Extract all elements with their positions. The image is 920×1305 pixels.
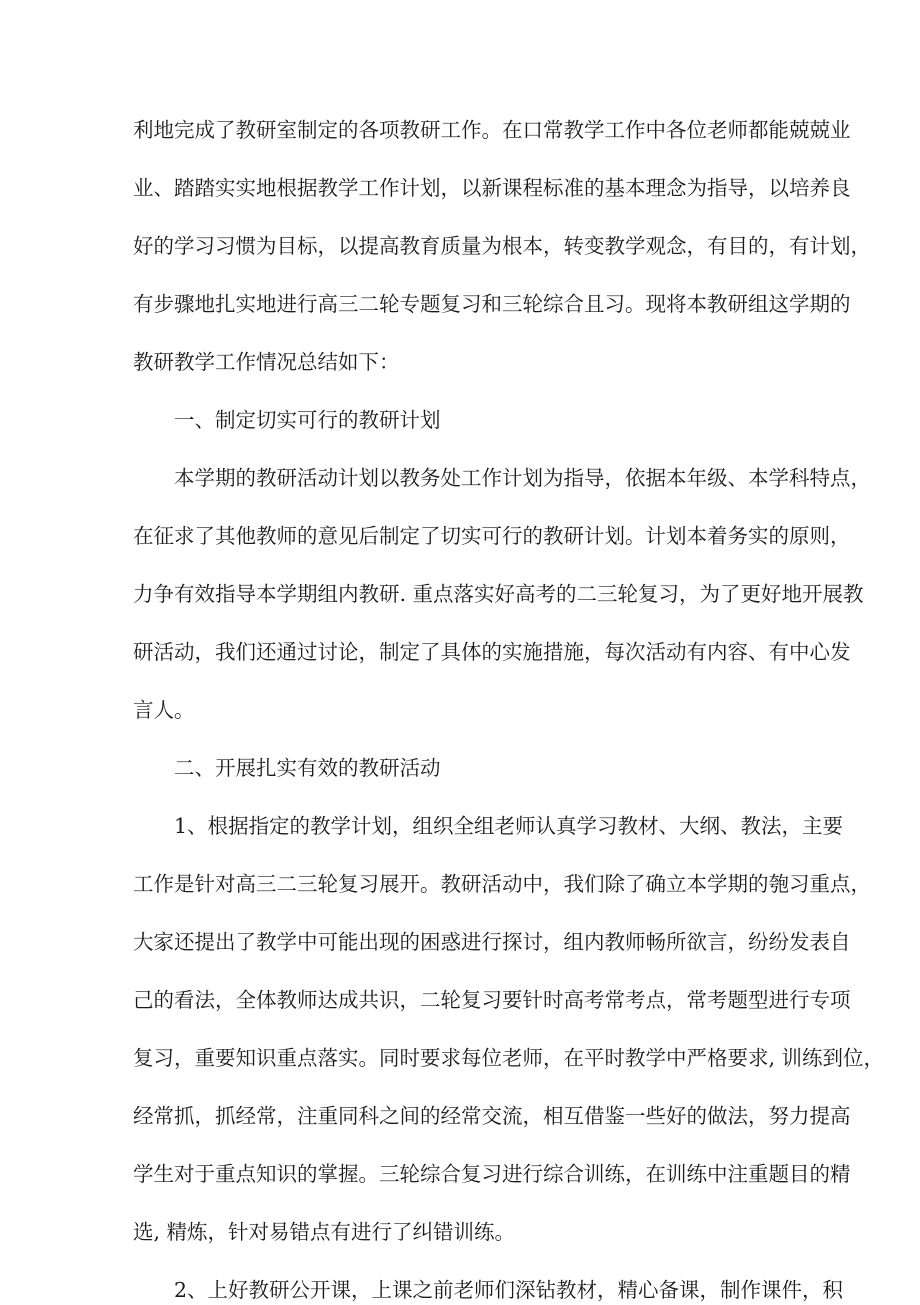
paragraph-line: 1、根据指定的教学计划，组织全组老师认真学习教材、大纲、教法，主要 [174, 814, 844, 838]
paragraph-line: 本学期的教研活动计划以教务处工作计划为指导，依据本年级、本学科特点， [174, 466, 871, 490]
paragraph-line: 在征求了其他教师的意见后制定了切实可行的教研计划。计划本着务实的原则， [133, 524, 851, 548]
paragraph-line: 复习，重要知识重点落实。同时要求每位老师，在平时教学中严格要求, 训练到位， [133, 1046, 885, 1070]
paragraph-line: 2、上好教研公开课，上课之前老师们深钻教材，精心备课，制作课件，积 [174, 1278, 844, 1302]
paragraph-line: 研活动，我们还通过讨论，制定了具体的实施措施，每次活动有内容、有中心发 [133, 640, 851, 664]
section-heading: 二、开展扎实有效的教研活动 [174, 756, 441, 780]
paragraph-line: 经常抓，抓经常，注重同科之间的经常交流，相互借鉴一些好的做法，努力提高 [133, 1104, 851, 1128]
paragraph-line: 己的看法，全体教师达成共识，二轮复习要针时高考常考点，常考题型进行专项 [133, 988, 851, 1012]
paragraph-line: 言人。 [133, 698, 195, 722]
section-heading: 一、制定切实可行的教研计划 [174, 408, 441, 432]
paragraph-line: 有步骤地扎实地进行高三二轮专题复习和三轮综合且习。现将本教研组这学期的 [133, 292, 851, 316]
paragraph-line: 大家还提出了教学中可能出现的困惑进行探讨，组内教师畅所欲言，纷纷发表自 [133, 930, 851, 954]
paragraph-line: 工作是针对高三二三轮复习展开。教研活动中，我们除了确立本学期的匏习重点， [133, 872, 871, 896]
paragraph-line: 力争有效指导本学期组内教研. 重点落实好高考的二三轮复习，为了更好地开展教 [133, 582, 864, 606]
paragraph-line: 教研教学工作情况总结如下： [133, 350, 400, 374]
paragraph-line: 学生对于重点知识的掌握。三轮综合复习进行综合训练，在训练中注重题目的精 [133, 1162, 851, 1186]
paragraph-line: 选, 精炼，针对易错点有进行了纠错训练。 [133, 1220, 516, 1244]
paragraph-line: 业、踏踏实实地根据教学工作计划，以新课程标准的基本理念为指导，以培养良 [133, 176, 851, 200]
paragraph-line: 利地完成了教研室制定的各项教研工作。在口常教学工作中各位老师都能兢兢业 [133, 118, 851, 142]
paragraph-line: 好的学习习惯为目标，以提高教育质量为根本，转变教学观念，有目的，有计划， [133, 234, 871, 258]
